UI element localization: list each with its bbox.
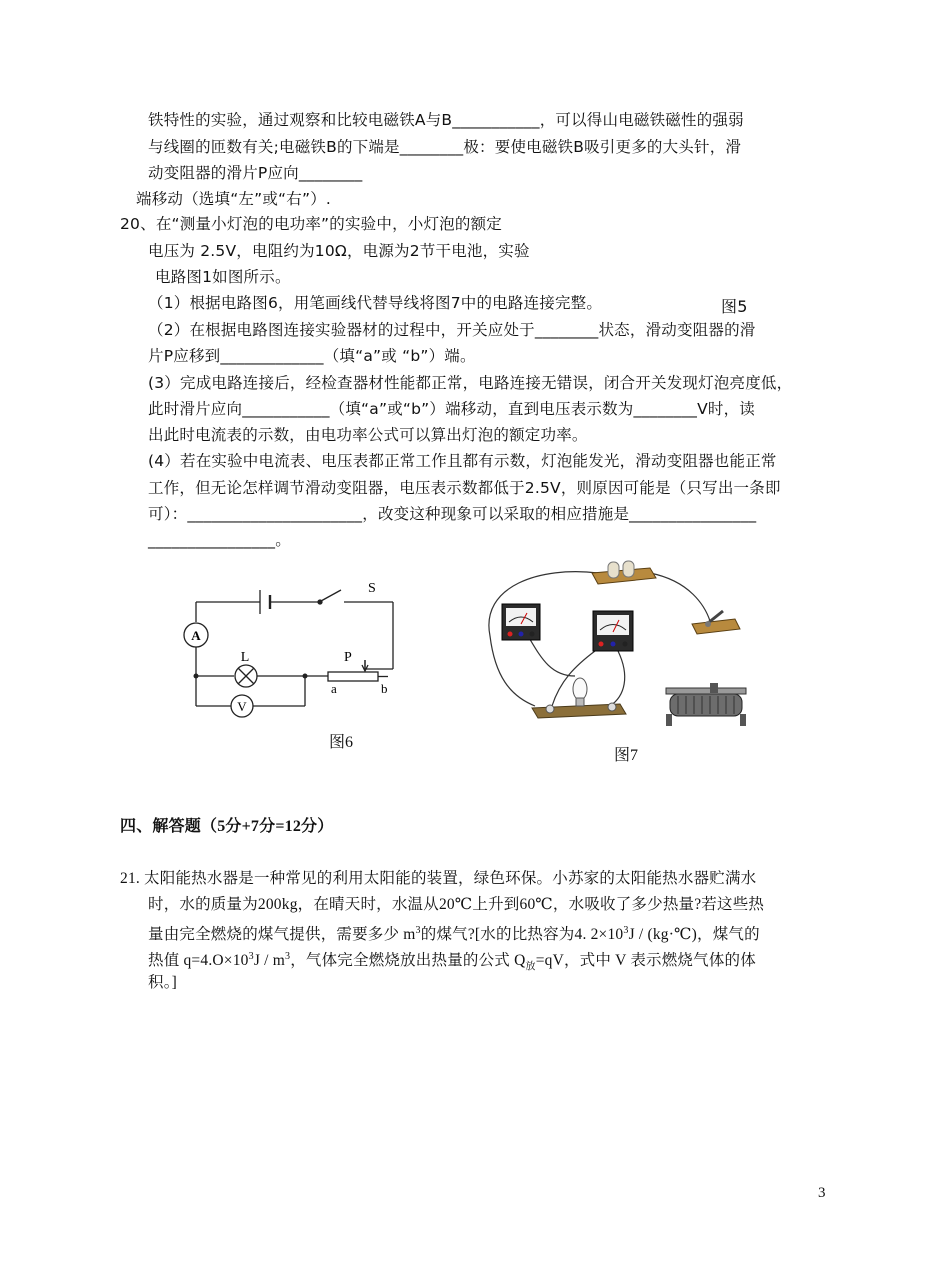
apparatus-figure-7 (480, 556, 765, 731)
lamp-label: L (240, 650, 250, 665)
q19-line-1: 铁特性的实验，通过观察和比较电磁铁A与B___________，可以得山电磁铁磁性的强弱 (148, 111, 744, 129)
q20-part-4a: (4）若在实验中电流表、电压表都正常工作且都有示数，灯泡能发光，滑动变阻器也能正常 (148, 452, 777, 470)
rheostat-end-b-label: b (381, 681, 388, 696)
wire-5 (552, 651, 595, 706)
wire-2 (650, 573, 710, 621)
q21-line-5: 积。] (148, 974, 178, 991)
rheostat-end-a-label: a (331, 681, 337, 696)
q20-line-1: 20、在“测量小灯泡的电功率”的实验中，小灯泡的额定 (120, 215, 502, 233)
q20-part-3b: 此时滑片应向___________（填“a”或“b”）端移动，直到电压表示数为________V时，读 (148, 400, 756, 418)
q21-line-4: 热值 $q=4.O\times 10^3J / m^3$，气体完全燃烧放出热量的公式 $Q_放=qV$，式中 V 表示燃烧气体的体 (148, 951, 756, 973)
lamp-board (532, 678, 626, 718)
rheostat-device (666, 683, 746, 726)
q20-part-4d: ________________。 (148, 531, 291, 549)
wire-3 (528, 636, 575, 676)
q21-line-3: 量由完全燃烧的煤气提供，需要多少 $m^3$的煤气?[水的比热容为4. $2\times 10^3J$ / (kg·℃)，煤气的 (148, 925, 760, 944)
q19-line-2: 与线圈的匝数有关;电磁铁B的下端是________极：要使电磁铁B吸引更多的大头针，滑 (148, 138, 742, 156)
section-4-title: 四、解答题（5分+7分=12分） (120, 818, 334, 835)
q21-line-1: 21. 太阳能热水器是一种常见的利用太阳能的装置，绿色环保。小苏家的太阳能热水器贮满水 (120, 870, 757, 887)
rheostat-body (328, 672, 378, 681)
figure-6-caption: 图6 (329, 734, 354, 751)
junction-dot-right (303, 674, 308, 679)
q20-part-4b: 工作，但无论怎样调节滑动变阻器，电压表示数都低于2.5V，则原因可能是（只写出一条即 (148, 479, 781, 497)
q20-part-4c: 可）：______________________，改变这种现象可以采取的相应措施是________________ (148, 505, 757, 523)
switch-device (692, 611, 740, 634)
circuit-diagram-figure-6 (178, 572, 413, 722)
q21-line-2: 时，水的质量为200kg，在晴天时，水温从20℃上升到60℃，水吸收了多少热量?若这些热 (148, 896, 765, 913)
q20-line-2: 电压为 2.5V，电阻约为10Ω，电源为2节干电池，实验 (148, 242, 530, 260)
figure-7-caption: 图7 (614, 747, 639, 764)
wire-4 (610, 651, 625, 706)
q19-line-3: 动变阻器的滑片P应向________ (148, 164, 363, 182)
junction-dot-left (194, 674, 199, 679)
figure-5-label: 图5 (721, 297, 748, 316)
voltmeter-label: V (237, 699, 247, 714)
switch-label: S (368, 581, 376, 596)
ammeter-label: A (191, 628, 201, 643)
slider-label: P (344, 650, 352, 665)
q19-line-4: 端移动（选填“左”或“右”）. (136, 190, 332, 208)
page-number: 3 (818, 1185, 826, 1201)
switch-blade (321, 590, 341, 601)
q20-part-3a: (3）完成电路连接后，经检查器材性能都正常，电路连接无错误，闭合开关发现灯泡亮度低， (148, 374, 793, 392)
battery-holder (592, 561, 656, 584)
q20-part-2a: （2）在根据电路图连接实验器材的过程中，开关应处于________状态，滑动变阻器的滑 (148, 321, 756, 339)
q20-part-3c: 出此时电流表的示数，由电功率公式可以算出灯泡的额定功率。 (148, 426, 588, 444)
meter-left (502, 604, 540, 640)
meter-right (593, 611, 633, 651)
q20-line-3: 电路图1如图所示。 (155, 268, 291, 286)
q20-part-1: （1）根据电路图6，用笔画线代替导线将图7中的电路连接完整。 (148, 294, 603, 312)
q20-part-2b: 片P应移到_____________（填“a”或 “b”）端。 (148, 347, 476, 365)
